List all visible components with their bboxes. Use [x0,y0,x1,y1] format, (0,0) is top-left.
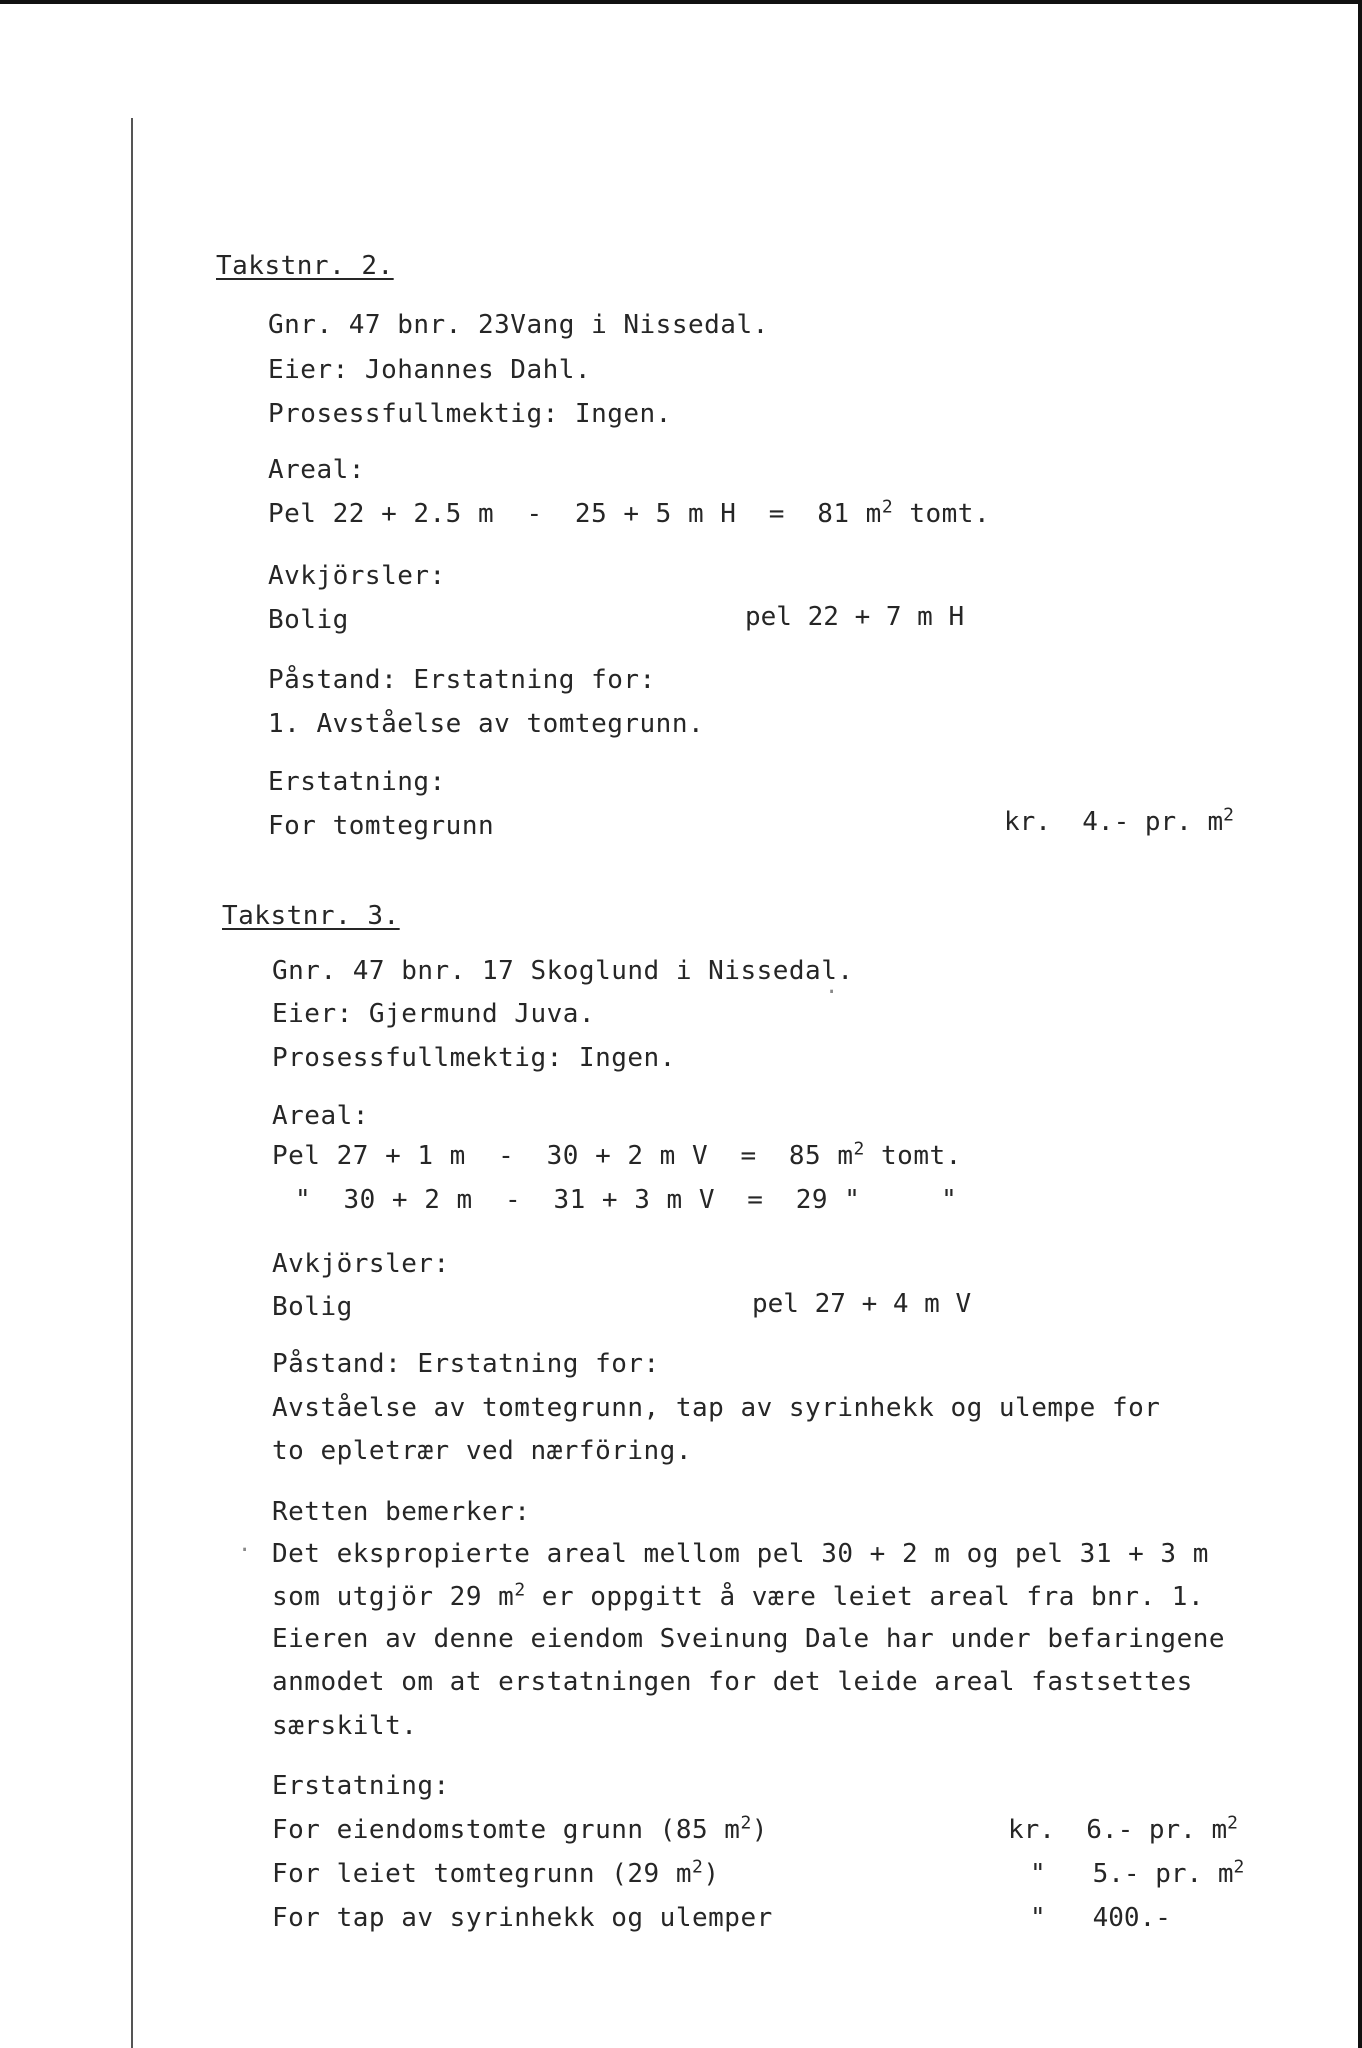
margin-line [131,118,133,2048]
section3-areal-text1: Pel 27 + 1 m - 30 + 2 m V = 85 m [272,1141,854,1171]
section3-erst-1a: For eiendomstomte grunn (85 m [272,1815,741,1845]
section3-erst-2v: " 5.- pr. m [1030,1859,1234,1889]
section3-erst-2-value [1030,1858,1244,1890]
section3-areal-tail1: tomt. [864,1141,962,1171]
section3-retten-5: særskilt. [272,1711,418,1741]
section2-gnr: Gnr. 47 bnr. 23Vang i Nissedal. [268,310,769,340]
section3-erst-2a: For leiet tomtegrunn (29 m [272,1859,692,1889]
section3-prosess: Prosessfullmektig: Ingen. [272,1043,676,1073]
section3-areal-line1 [272,1140,962,1172]
section3-erst-1vsup: 2 [1227,1812,1238,1834]
section3-areal-line2: " 30 + 2 m - 31 + 3 m V = 29 " " [295,1185,958,1215]
section2-areal-sup: 2 [881,496,894,518]
section3-erst-label: Erstatning: [272,1771,450,1801]
section3-eier: Eier: Gjermund Juva. [272,999,596,1029]
scan-border-top [0,0,1362,4]
section2-heading: Takstnr. 2. [216,251,394,281]
section2-erst-value-text: kr. 4.- pr. m [1004,807,1224,837]
section3-pastand-text1: Avståelse av tomtegrunn, tap av syrinhekk og ulempe for [272,1393,1161,1423]
section2-erst-value [1004,806,1234,838]
section3-retten-2b: er oppgitt å være leiet areal fra bnr. 1. [525,1582,1205,1612]
section3-erst-2sup: 2 [692,1856,704,1878]
section2-erst-sup: 2 [1223,804,1234,826]
section3-bolig: Bolig [272,1292,353,1322]
section3-erst-2b: ) [703,1859,720,1889]
section2-prosess: Prosessfullmektig: Ingen. [268,399,672,429]
section3-bolig-pel: pel 27 + 4 m V [752,1289,972,1319]
section2-pastand-item: 1. Avståelse av tomtegrunn. [268,709,705,739]
section3-retten-4: anmodet om at erstatningen for det leide areal fastsettes [272,1667,1193,1697]
section2-avkj-label: Avkjörsler: [268,561,446,591]
section3-erst-1sup: 2 [740,1812,752,1834]
section3-areal-label: Areal: [272,1101,369,1131]
section2-pastand: Påstand: Erstatning for: [268,665,656,695]
section3-pastand: Påstand: Erstatning for: [272,1349,660,1379]
section3-erst-1 [272,1814,768,1846]
section3-erst-1b: ) [751,1815,768,1845]
scan-border-right [1358,0,1362,2048]
section3-erst-2vsup: 2 [1233,1856,1245,1878]
section3-retten-3: Eieren av denne eiendom Sveinung Dale har under befaringene [272,1624,1226,1654]
section2-areal-label: Areal: [268,455,365,485]
section2-bolig-pel: pel 22 + 7 m H [745,602,965,632]
section3-retten-2a: som utgjör 29 m [272,1582,515,1612]
section2-erst-label: Erstatning: [268,767,446,797]
section3-areal-sup1: 2 [853,1138,865,1160]
section2-bolig: Bolig [268,605,349,635]
section3-retten-label: Retten bemerker: [272,1497,531,1527]
section2-erst-item: For tomtegrunn [268,811,495,841]
section3-pastand-text2: to epletrær ved nærföring. [272,1436,692,1466]
section3-heading: Takstnr. 3. [222,901,400,931]
section2-areal-tail: tomt. [893,499,991,529]
section2-eier: Eier: Johannes Dahl. [268,355,592,385]
scan-speck: · [238,1538,252,1563]
section2-areal-text: Pel 22 + 2.5 m - 25 + 5 m H = 81 m [268,499,882,529]
section3-erst-3: For tap av syrinhekk og ulemper [272,1903,773,1933]
section3-erst-2 [272,1858,720,1890]
section3-erst-1v: kr. 6.- pr. m [1008,1815,1228,1845]
section3-retten-2 [272,1581,1204,1613]
section3-erst-1-value [1008,1814,1238,1846]
section2-areal-line [268,498,990,530]
section3-avkj-label: Avkjörsler: [272,1249,450,1279]
scan-speck: · [825,980,839,1005]
section3-erst-3-value: " 400.- [1030,1903,1171,1933]
section3-retten-1: Det ekspropierte areal mellom pel 30 + 2 m og pel 31 + 3 m [272,1539,1209,1569]
section3-retten-2sup: 2 [514,1579,526,1601]
section3-gnr: Gnr. 47 bnr. 17 Skoglund i Nissedal. [272,956,854,986]
